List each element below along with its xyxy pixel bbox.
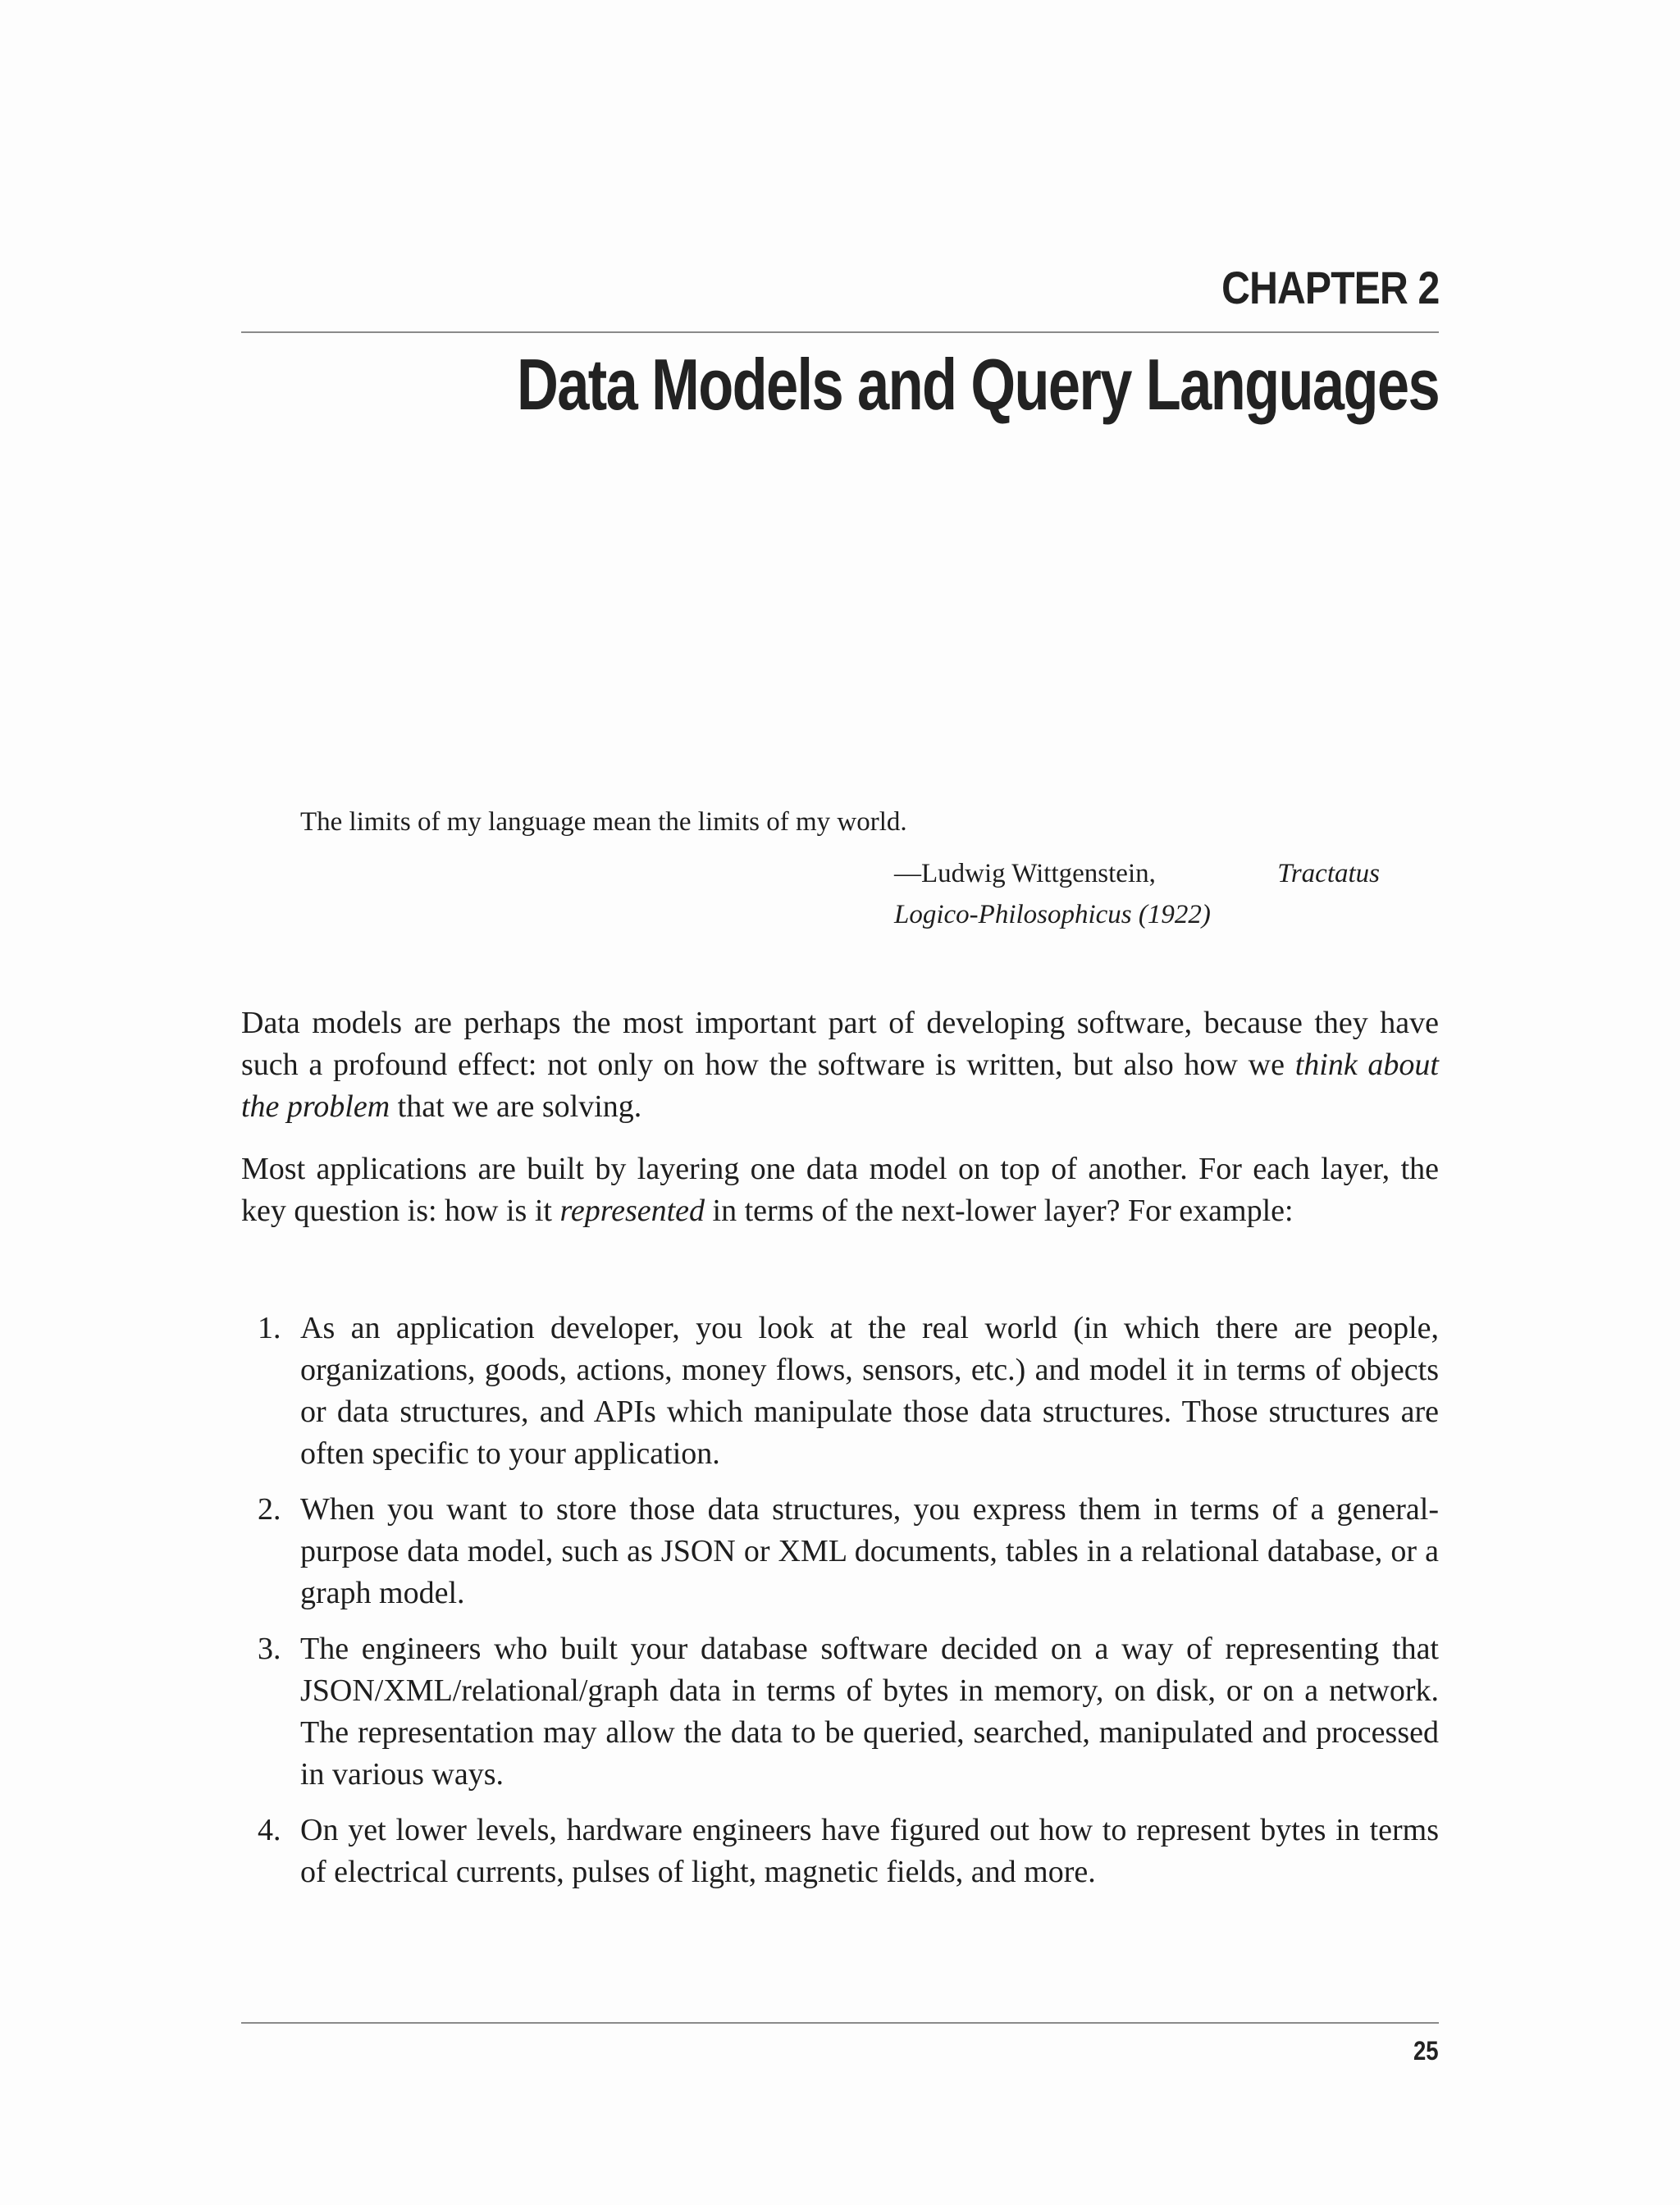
list-item [241, 1489, 1439, 1614]
list-item [241, 1810, 1439, 1893]
paragraph-2-emphasis: represented [559, 1194, 705, 1228]
attribution-line-1 [894, 853, 1380, 894]
chapter-label: CHAPTER 2 [1221, 262, 1439, 313]
paragraph-1-emphasis: think about the problem [241, 1048, 1439, 1124]
list-item-text: When you want to store those data structures, you express them in terms of a general-purpose data model, such as JSON or XML documents, tables in a relational database, or a graph model. [300, 1492, 1439, 1610]
chapter-header-rule [241, 331, 1439, 333]
data-model-layers-list [241, 1308, 1439, 1907]
footer-rule [241, 2022, 1439, 2024]
list-item-text: The engineers who built your database software decided on a way of representing that JSON/XML/relational/graph data in terms of bytes in memory, on disk, or on a network. The representation may allow the data to be queried, searched, manipulated and processed in various ways. [300, 1632, 1439, 1792]
body-paragraph-1 [241, 1002, 1439, 1128]
paragraph-1-text-a: Data models are perhaps the most important part of developing software, because they have such a profound effect: not only on how the software is written, but also how we [241, 1006, 1439, 1082]
paragraph-1-text-b: that we are solving. [390, 1089, 642, 1124]
chapter-title: Data Models and Query Languages [517, 344, 1439, 425]
page-number: 25 [1413, 2036, 1439, 2066]
list-item-text: As an application developer, you look at the real world (in which there are people, organizations, goods, actions, money flows, sensors, etc.) and model it in terms of objects or data structures, and APIs which manipulate those data structures. Those structures are often specific to your application. [300, 1311, 1439, 1471]
epigraph-attribution [894, 853, 1380, 935]
paragraph-2-text-b: in terms of the next-lower layer? For example: [705, 1194, 1294, 1228]
attribution-work-part-2: Logico-Philosophicus (1922) [894, 900, 1211, 929]
body-paragraph-2 [241, 1148, 1439, 1232]
list-item-text: On yet lower levels, hardware engineers have figured out how to represent bytes in terms of electrical currents, pulses of light, magnetic fields, and more. [300, 1813, 1439, 1889]
attribution-author: —Ludwig Wittgenstein, [894, 859, 1156, 888]
list-item-number: 3. [258, 1632, 281, 1666]
paragraph-2-text-a: Most applications are built by layering one data model on top of another. For each layer, the key question is: how is it [241, 1152, 1439, 1228]
list-item [241, 1628, 1439, 1796]
epigraph-quote: The limits of my language mean the limits of my world. [300, 807, 907, 837]
list-item-number: 1. [258, 1311, 281, 1345]
list-item-number: 2. [258, 1492, 281, 1527]
attribution-work-part-1: Tractatus [1277, 859, 1380, 888]
list-item-number: 4. [258, 1813, 281, 1847]
list-item [241, 1308, 1439, 1475]
